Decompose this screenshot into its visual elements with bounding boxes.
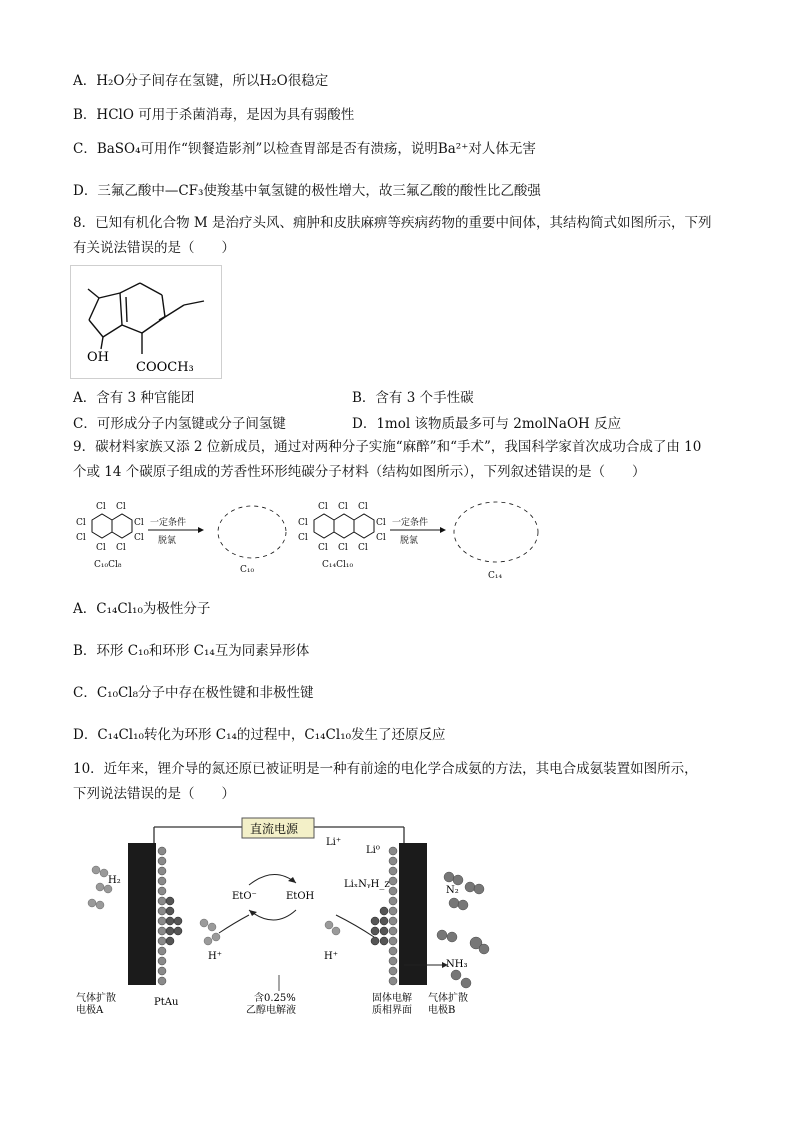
c10-label: C₁₀ <box>240 565 255 575</box>
cl-label: Cl <box>358 543 368 553</box>
c10cl8-label: C₁₀Cl₈ <box>94 560 122 570</box>
ptau-label: PtAu <box>154 997 179 1008</box>
cl-label: Cl <box>318 502 328 512</box>
li-plus-label: Li⁺ <box>326 837 342 848</box>
lixnyhz-label: LiₓNᵧH_z <box>344 879 390 890</box>
q9-option-a: A．C₁₄Cl₁₀为极性分子 <box>73 601 211 617</box>
q9-stem-line2: 个或 14 个碳原子组成的芳香性环形纯碳分子材料（结构如图所示），下列叙述错误的是（ ） <box>73 464 646 480</box>
q8-structure-figure <box>70 265 222 379</box>
electrolyte-label1: 含0.25% <box>254 993 296 1004</box>
q8-option-a: A．含有 3 种官能团 <box>73 390 195 406</box>
q8-option-b: B．含有 3 个手性碳 <box>352 390 474 406</box>
cooch3-label: COOCH₃ <box>136 360 194 375</box>
dechlorination-label: 脱氯 <box>158 536 177 546</box>
q7-option-d: D．三氟乙酸中—CF₃使羧基中氧氢键的极性增大，故三氟乙酸的酸性比乙酸强 <box>73 183 541 199</box>
q10-stem-line1: 10．近年来，锂介导的氮还原已被证明是一种有前途的电化学合成氨的方法，其电合成氨装置如图所示， <box>73 761 698 777</box>
nh3-label: NH₃ <box>446 959 468 970</box>
h-plus-left-label: H⁺ <box>208 951 222 962</box>
cl-label: Cl <box>298 533 308 543</box>
electrode-b-label2: 电极B <box>428 1005 456 1016</box>
condition-label: 一定条件 <box>392 518 429 528</box>
q8-option-d: D．1mol 该物质最多可与 2molNaOH 反应 <box>352 416 622 432</box>
cl-label: Cl <box>96 502 106 512</box>
q9-stem-line1: 9．碳材料家族又添 2 位新成员，通过对两种分子实施“麻醉”和“手术”，我国科学家首次成功合成了由 10 <box>73 439 702 455</box>
cl-label: Cl <box>338 543 348 553</box>
cl-label: Cl <box>76 533 86 543</box>
q10-stem-line2: 下列说法错误的是（ ） <box>73 786 235 802</box>
etoh-label: EtOH <box>286 891 315 902</box>
electrode-a-label1: 气体扩散 <box>76 993 116 1004</box>
cl-label: Cl <box>116 502 126 512</box>
li0-label: Li⁰ <box>366 845 380 856</box>
cl-label: Cl <box>318 543 328 553</box>
cl-label: Cl <box>376 533 386 543</box>
cl-label: Cl <box>96 543 106 553</box>
cl-label: Cl <box>116 543 126 553</box>
cl-label: Cl <box>358 502 368 512</box>
dechlorination-label: 脱氯 <box>400 536 419 546</box>
electrode-a <box>128 843 156 985</box>
q8-stem-line2: 有关说法错误的是（ ） <box>73 240 235 256</box>
q8-option-c: C．可形成分子内氢键或分子间氢键 <box>73 416 286 432</box>
q7-option-b: B．HClO 可用于杀菌消毒，是因为具有弱酸性 <box>73 107 355 123</box>
c14-label: C₁₄ <box>488 571 503 581</box>
n2-label: N₂ <box>446 885 459 896</box>
q9-option-c: C．C₁₀Cl₈分子中存在极性键和非极性键 <box>73 685 314 701</box>
q7-option-a: A．H₂O分子间存在氢键，所以H₂O很稳定 <box>73 73 329 89</box>
q9-reaction-figure <box>70 492 550 587</box>
condition-label: 一定条件 <box>150 518 187 528</box>
cl-label: Cl <box>134 518 144 528</box>
cl-label: Cl <box>376 518 386 528</box>
cl-label: Cl <box>76 518 86 528</box>
h2-label: H₂ <box>108 875 121 886</box>
q9-option-b: B．环形 C₁₀和环形 C₁₄互为同素异形体 <box>73 643 310 659</box>
q10-electrolysis-figure <box>74 815 504 1020</box>
cl-label: Cl <box>338 502 348 512</box>
power-label: 直流电源 <box>250 822 299 836</box>
cl-label: Cl <box>134 533 144 543</box>
c14cl10-label: C₁₄Cl₁₀ <box>322 560 354 570</box>
electrode-b <box>399 843 427 985</box>
eto-label: EtO⁻ <box>232 891 257 902</box>
interface-label2: 质相界面 <box>372 1005 412 1016</box>
q8-stem-line1: 8．已知有机化合物 M 是治疗头风、痈肿和皮肤麻痹等疾病药物的重要中间体，其结构简式如图所示，下列 <box>73 215 712 231</box>
interface-label1: 固体电解 <box>372 993 412 1004</box>
cl-label: Cl <box>298 518 308 528</box>
q9-option-d: D．C₁₄Cl₁₀转化为环形 C₁₄的过程中，C₁₄Cl₁₀发生了还原反应 <box>73 727 446 743</box>
electrolyte-label2: 乙醇电解液 <box>246 1005 296 1016</box>
h-plus-right-label: H⁺ <box>324 951 338 962</box>
electrode-b-label1: 气体扩散 <box>428 993 468 1004</box>
electrode-a-label2: 电极A <box>76 1005 104 1016</box>
q7-option-c: C．BaSO₄可用作“钡餐造影剂”以检查胃部是否有溃疡，说明Ba²⁺对人体无害 <box>73 141 536 157</box>
oh-label: OH <box>87 350 109 365</box>
